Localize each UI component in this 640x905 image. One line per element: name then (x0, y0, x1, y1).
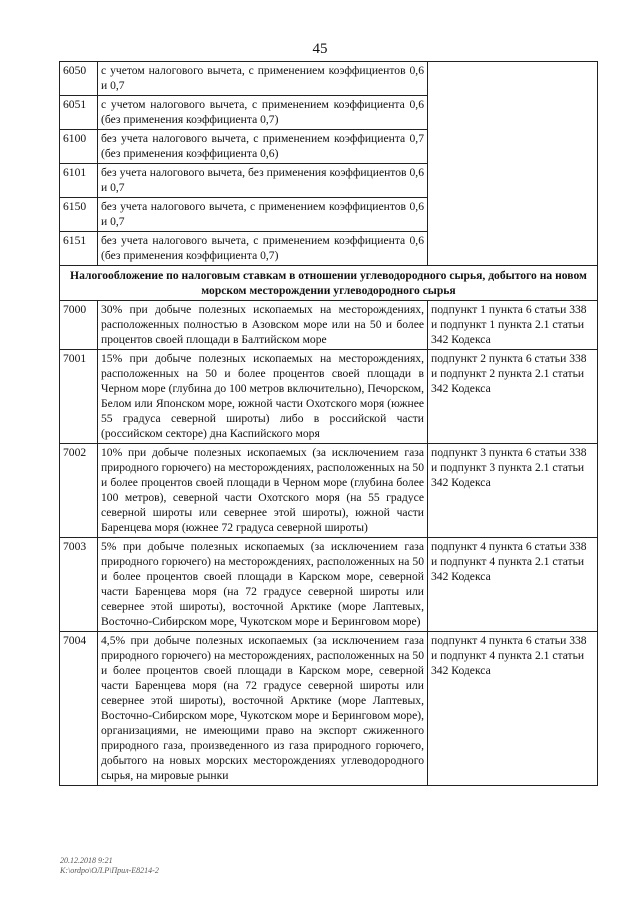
row-code: 6151 (60, 232, 98, 266)
document-footer (60, 856, 159, 876)
row-description: с учетом налогового вычета, с применением коэффициента 0,6 (без применения коэффициента 0,7) (98, 96, 428, 130)
row-description: 15% при добыче полезных ископаемых на месторождениях, расположенных на 50 и более процентов своей площади в Черном море (глубина до 100 метров включительно), Печорском, Белом или Японском море, южной части Охотского моря (южнее 55 градуса северной широты) либо в российской части (российском секторе) дна Каспийского моря (98, 350, 428, 444)
footer-timestamp: 20.12.2018 9:21 (60, 856, 113, 865)
row-code: 6050 (60, 62, 98, 96)
footer-file-path: К:\ordpo\ОЛ.Р\Прил-Е8214-2 (60, 866, 159, 875)
tax-rate-table (59, 61, 598, 786)
row-code: 7000 (60, 301, 98, 350)
row-description: без учета налогового вычета, с применением коэффициента 0,6 (без применения коэффициента 0,7) (98, 232, 428, 266)
table-row (60, 301, 598, 350)
row-code: 7001 (60, 350, 98, 444)
row-code: 6051 (60, 96, 98, 130)
row-reference: подпункт 3 пункта 6 статьи 338 и подпункт 3 пункта 2.1 статьи 342 Кодекса (428, 444, 598, 538)
tax-rate-table-container (59, 61, 597, 786)
row-reference: подпункт 2 пункта 6 статьи 338 и подпункт 2 пункта 2.1 статьи 342 Кодекса (428, 350, 598, 444)
table-row (60, 538, 598, 632)
page-number: 45 (312, 41, 328, 57)
row-reference: подпункт 4 пункта 6 статьи 338 и подпункт 4 пункта 2.1 статьи 342 Кодекса (428, 538, 598, 632)
row-code: 7004 (60, 632, 98, 786)
section-header: Налогообложение по налоговым ставкам в отношении углеводородного сырья, добытого на новом морском месторождении углеводородного сырья (60, 266, 598, 301)
row-description: без учета налогового вычета, без применения коэффициентов 0,6 и 0,7 (98, 164, 428, 198)
table-row (60, 444, 598, 538)
row-reference-empty (428, 62, 598, 266)
row-description: 30% при добыче полезных ископаемых на месторождениях, расположенных полностью в Азовском море или на 50 и более процентов своей площади в Балтийском море (98, 301, 428, 350)
row-code: 7003 (60, 538, 98, 632)
row-code: 7002 (60, 444, 98, 538)
row-description: 10% при добыче полезных ископаемых (за исключением газа природного горючего) на месторождениях, расположенных на 50 и более процентов своей площади в Черном море (глубина более 100 метров), северной части Охотского моря (на 55 градусе северной широты или севернее этой широты), южной части Баренцева моря (южнее 72 градуса северной широты) (98, 444, 428, 538)
row-description: 4,5% при добыче полезных ископаемых (за исключением газа природного горючего) на месторождениях, расположенных на 50 и более процентов своей площади в Карском море, северной части Баренцева моря (на 72 градусе северной широты или севернее этой широты), восточной Арктике (море Лаптевых, Восточно-Сибирском море, Чукотском море и Беринговом море), организациями, не имеющими право на экспорт сжиженного природного газа, произведенного из газа природного горючего, добытого на новых морских месторождениях углеводородного сырья, на мировые рынки (98, 632, 428, 786)
row-code: 6150 (60, 198, 98, 232)
row-reference: подпункт 1 пункта 6 статьи 338 и подпункт 1 пункта 2.1 статьи 342 Кодекса (428, 301, 598, 350)
row-code: 6101 (60, 164, 98, 198)
table-row (60, 350, 598, 444)
row-code: 6100 (60, 130, 98, 164)
table-row (60, 62, 598, 96)
table-row (60, 632, 598, 786)
row-description: с учетом налогового вычета, с применением коэффициентов 0,6 и 0,7 (98, 62, 428, 96)
section-header-row (60, 266, 598, 301)
row-description: без учета налогового вычета, с применением коэффициента 0,7 (без применения коэффициента 0,6) (98, 130, 428, 164)
row-reference: подпункт 4 пункта 6 статьи 338 и подпункт 4 пункта 2.1 статьи 342 Кодекса (428, 632, 598, 786)
row-description: 5% при добыче полезных ископаемых (за исключением газа природного горючего) на месторождениях, расположенных на 50 и более процентов своей площади в Карском море, северной части Баренцева моря (на 72 градусе северной широты или севернее этой широты), восточной Арктике (море Лаптевых, Восточно-Сибирском море, Чукотском море и Беринговом море) (98, 538, 428, 632)
row-description: без учета налогового вычета, с применением коэффициентов 0,6 и 0,7 (98, 198, 428, 232)
